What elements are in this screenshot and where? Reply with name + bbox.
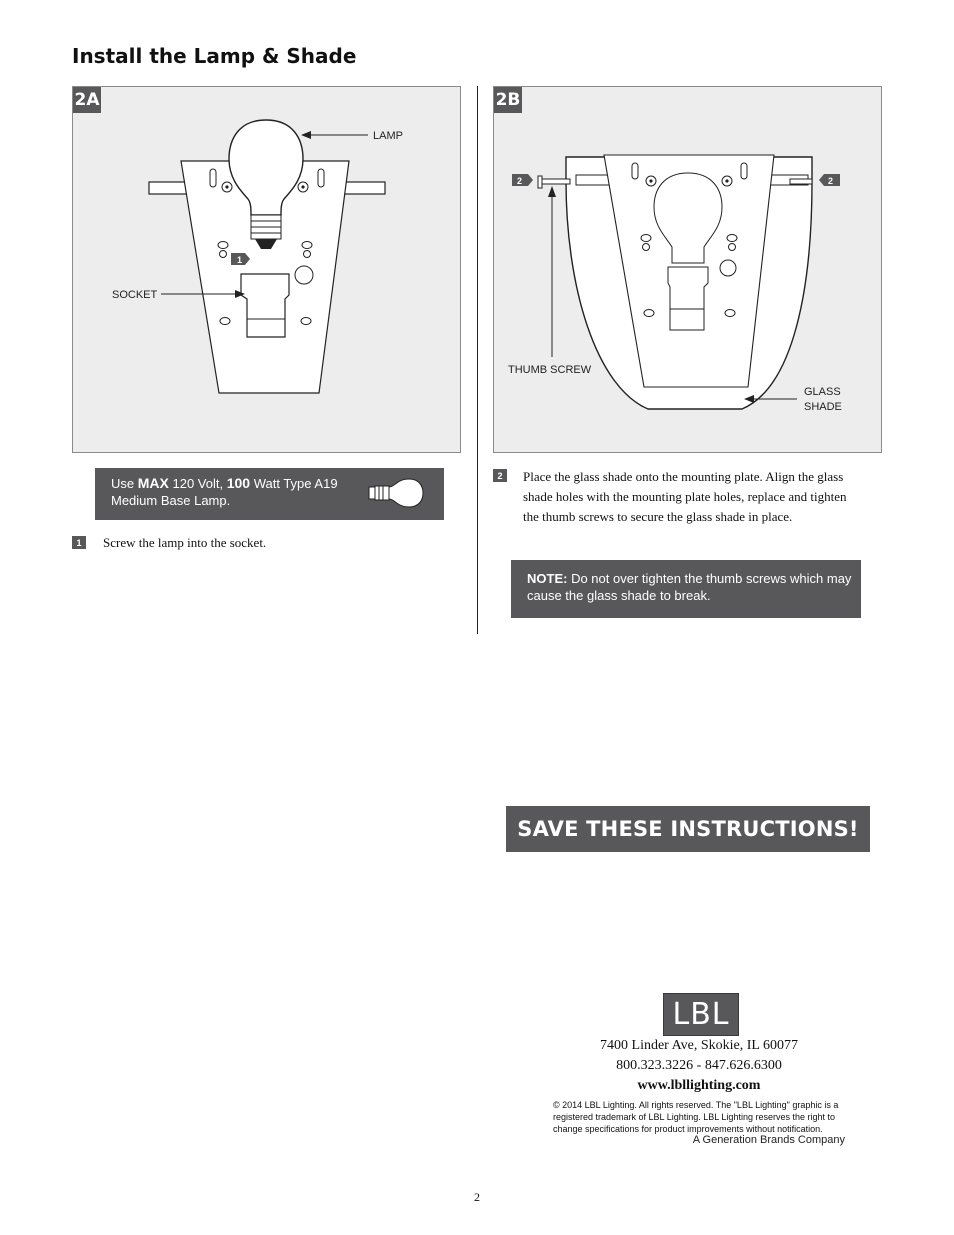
caution-note bbox=[511, 560, 861, 618]
step-2-line2: shade holes with the mounting plate holes, replace and tighten bbox=[523, 489, 847, 504]
step-1-text: Screw the lamp into the socket. bbox=[103, 535, 267, 550]
glass-shade-diagram bbox=[494, 87, 883, 454]
figure-tag-2b: 2B bbox=[494, 87, 522, 113]
note-line2: cause the glass shade to break. bbox=[527, 588, 711, 603]
lbl-logo: LBL bbox=[663, 993, 739, 1036]
callout-glass-line1: GLASS bbox=[804, 386, 841, 398]
step-2-text bbox=[523, 467, 885, 527]
page-title: Install the Lamp & Shade bbox=[72, 44, 357, 68]
footer-address: 7400 Linder Ave, Skokie, IL 60077 bbox=[600, 1038, 798, 1053]
legal-line-3: change specifications for product improvements without notification. bbox=[553, 1124, 823, 1134]
callout-socket: SOCKET bbox=[112, 289, 158, 301]
callout-lamp: LAMP bbox=[373, 130, 403, 142]
bulb-icon bbox=[367, 477, 425, 509]
legal-line-2: registered trademark of LBL Lighting. LBL Lighting reserves the right to bbox=[553, 1112, 835, 1122]
company-tagline: A Generation Brands Company bbox=[692, 1134, 845, 1146]
lamp-spec-note bbox=[95, 468, 444, 520]
note-line1: Do not over tighten the thumb screws which may bbox=[571, 571, 852, 586]
callout-glass-line2: SHADE bbox=[804, 401, 842, 413]
save-instructions-banner: SAVE THESE INSTRUCTIONS! bbox=[506, 806, 870, 852]
step-marker-1: 1 bbox=[237, 255, 243, 265]
figure-2b bbox=[493, 86, 882, 453]
legal-notice bbox=[553, 1099, 853, 1135]
legal-line-1: © 2014 LBL Lighting. All rights reserved. The "LBL Lighting" graphic is a bbox=[553, 1100, 839, 1110]
page-number: 2 bbox=[474, 1190, 480, 1204]
figure-2a bbox=[72, 86, 461, 453]
footer-phones: 800.323.3226 - 847.626.6300 bbox=[616, 1058, 782, 1073]
step-marker-2-right: 2 bbox=[828, 176, 834, 186]
footer-website[interactable]: www.lbllighting.com bbox=[637, 1078, 761, 1093]
note-label: NOTE: bbox=[527, 571, 568, 586]
step-1-number: 1 bbox=[72, 536, 86, 549]
callout-thumb-screw: THUMB SCREW bbox=[508, 364, 592, 376]
step-2-line1: Place the glass shade onto the mounting plate. Align the glass bbox=[523, 469, 844, 484]
column-divider bbox=[477, 86, 478, 634]
step-2-line3: the thumb screws to secure the glass shade in place. bbox=[523, 509, 793, 524]
lamp-spec-line1: Use MAX 120 Volt, 100 Watt Type A19 bbox=[111, 475, 338, 491]
lamp-socket-diagram bbox=[73, 87, 462, 454]
step-marker-2-left: 2 bbox=[517, 176, 523, 186]
step-2-number: 2 bbox=[493, 469, 507, 482]
lamp-spec-line2: Medium Base Lamp. bbox=[111, 493, 231, 508]
figure-tag-2a: 2A bbox=[73, 87, 101, 113]
